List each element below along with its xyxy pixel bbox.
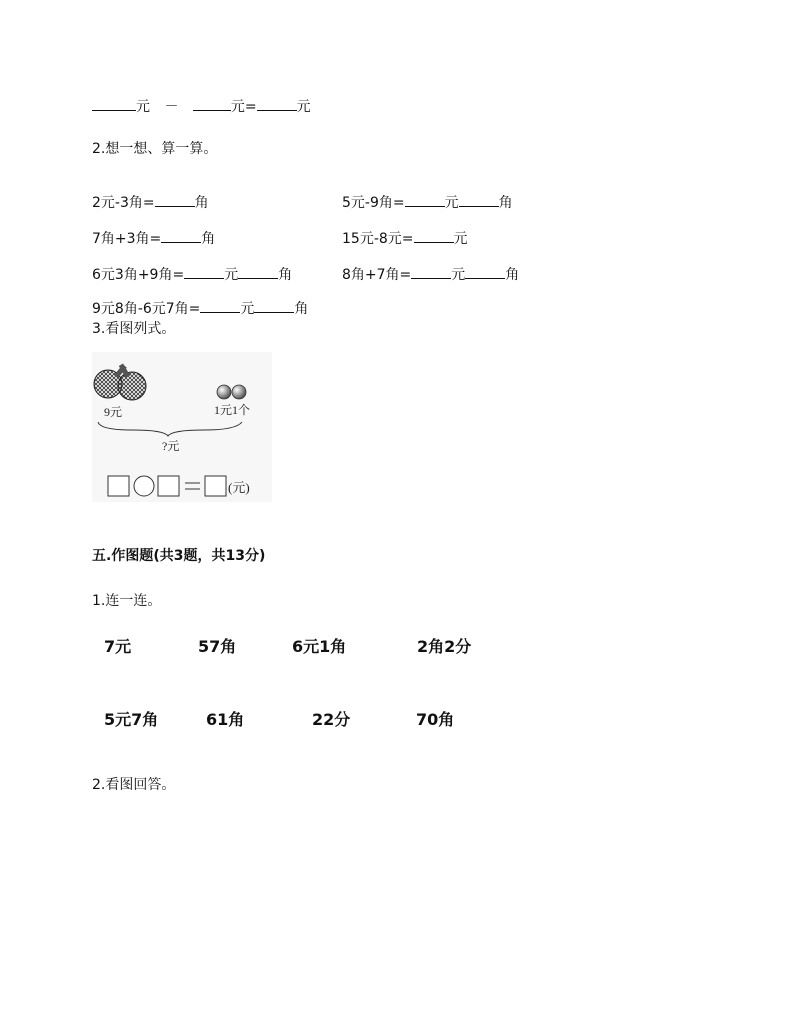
calc-item-7 — [92, 298, 308, 318]
unit-label: 元 — [453, 231, 468, 247]
unit-label: 元 — [444, 195, 459, 211]
calc-item-6 — [342, 264, 519, 284]
question-2-title: 2.想一想、算一算。 — [92, 141, 218, 157]
answer-blank[interactable] — [155, 192, 195, 207]
unit-label: 角 — [294, 301, 309, 317]
unit-label: 角 — [278, 267, 293, 283]
answer-blank[interactable] — [257, 96, 297, 111]
unit-yuan-label: (元) — [228, 480, 250, 495]
unit-label: 元 — [240, 301, 255, 317]
match-bottom-2[interactable]: 61角 — [206, 710, 245, 729]
ball-icon — [217, 385, 231, 399]
calc-item-3 — [92, 228, 215, 248]
section-5-title: 五.作图题(共3题，共13分) — [92, 548, 266, 564]
answer-box[interactable] — [108, 476, 129, 496]
unit-yuan: 元 — [296, 99, 311, 115]
ball-icon — [232, 385, 246, 399]
unit-label: 元 — [451, 267, 466, 283]
calc-expression: 7角+3角= — [92, 231, 162, 247]
unit-yuan: 元 — [136, 99, 150, 115]
answer-blank[interactable] — [414, 228, 454, 243]
match-top-1[interactable]: 7元 — [104, 637, 132, 656]
calc-expression: 5元-9角= — [342, 195, 405, 211]
money-figure — [92, 352, 272, 502]
unit-label: 角 — [194, 195, 209, 211]
answer-blank[interactable] — [411, 264, 451, 279]
answer-box[interactable] — [158, 476, 179, 496]
answer-blank[interactable] — [405, 192, 445, 207]
calc-item-1 — [92, 192, 209, 212]
calc-expression: 8角+7角= — [342, 267, 412, 283]
match-top-3[interactable]: 6元1角 — [292, 637, 347, 656]
calc-expression: 6元3角+9角= — [92, 267, 185, 283]
match-top-4[interactable]: 2角2分 — [417, 637, 472, 656]
answer-blank[interactable] — [184, 264, 224, 279]
section-5-q1-title: 1.连一连。 — [92, 593, 162, 609]
label-total: ?元 — [162, 439, 180, 453]
answer-blank[interactable] — [161, 228, 201, 243]
answer-blank[interactable] — [459, 192, 499, 207]
match-bottom-3[interactable]: 22分 — [312, 710, 351, 729]
calc-expression: 15元-8元= — [342, 231, 414, 247]
answer-blank[interactable] — [465, 264, 505, 279]
match-top-2[interactable]: 57角 — [198, 637, 237, 656]
answer-blank[interactable] — [200, 298, 240, 313]
match-bottom-1[interactable]: 5元7角 — [104, 710, 159, 729]
answer-blank[interactable] — [238, 264, 278, 279]
operator-circle[interactable] — [134, 476, 154, 496]
top-equation — [92, 96, 311, 116]
unit-label: 角 — [201, 231, 216, 247]
minus-sign: － — [164, 99, 179, 115]
answer-blank[interactable] — [92, 96, 136, 111]
label-paddles: 9元 — [104, 405, 123, 419]
question-3-title: 3.看图列式。 — [92, 321, 176, 337]
unit-label: 角 — [505, 267, 520, 283]
calc-expression: 9元8角-6元7角= — [92, 301, 201, 317]
calc-item-5 — [92, 264, 292, 284]
unit-yuan-equals: 元= — [230, 99, 257, 115]
unit-label: 元 — [224, 267, 239, 283]
match-bottom-4[interactable]: 70角 — [416, 710, 455, 729]
answer-blank[interactable] — [193, 96, 231, 111]
section-5-q2-title: 2.看图回答。 — [92, 777, 176, 793]
money-figure-drawing — [92, 352, 272, 502]
label-balls: 1元1个 — [214, 403, 251, 417]
answer-box[interactable] — [205, 476, 226, 496]
unit-label: 角 — [498, 195, 513, 211]
calc-expression: 2元-3角= — [92, 195, 155, 211]
calc-item-4 — [342, 228, 468, 248]
calc-item-2 — [342, 192, 513, 212]
answer-blank[interactable] — [254, 298, 294, 313]
